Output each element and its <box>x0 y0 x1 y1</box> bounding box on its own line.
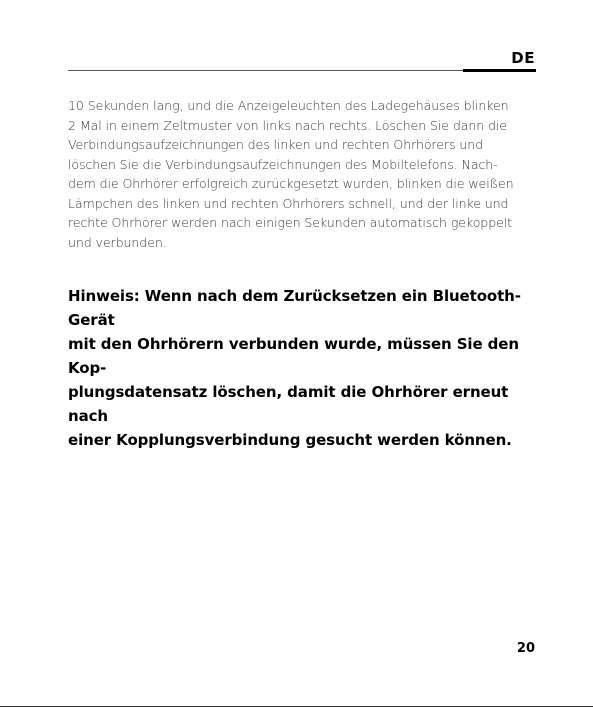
note-paragraph: Hinweis: Wenn nach dem Zurücksetzen ein Bluetooth-Gerät mit den Ohrhörern verbunden wurde, müssen Sie den Kop- plungsdatensatz löschen, damit die Ohrhörer erneut nach einer Kopplungsverbindung gesucht werden können. <box>68 287 521 449</box>
page-number: 20 <box>516 641 535 656</box>
language-label: DE <box>511 49 535 67</box>
header-accent-bar <box>463 69 536 72</box>
body-paragraph: 10 Sekunden lang, und die Anzeigeleuchten des Ladegehäuses blinken 2 Mal in einem Zeltmuster von links nach rechts. Löschen Sie dann die Verbindungsaufzeichnungen des linken und rechten Ohrhörers und löschen Sie die Verbindungsaufzeichnungen des Mobiltelefons. Nach- dem die Ohrhörer erfolgreich zurückgesetzt wurden, blinken die weißen Lämpchen des linken und rechten Ohrhörers schnell, und der linke und rechte Ohrhörer werden nach einigen Sekunden automatisch gekoppelt und verbunden. <box>68 98 514 250</box>
header-divider <box>68 70 463 71</box>
